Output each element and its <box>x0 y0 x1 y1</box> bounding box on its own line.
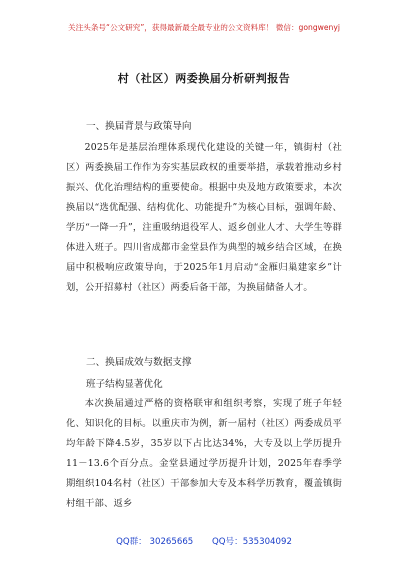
section1-paragraph: 2025年是基层治理体系现代化建设的关键一年，镇街村（社区）两委换届工作作为夯实基层政权的重要举措，承载着推动乡村振兴、优化治理结构的重要使命。根据中央及地方政策要求，本次换届以“选优配强、结构优化、功能提升”为核心目标，强调年龄、学历“一降一升”，注重吸纳退役军人、返乡创业人才、大学生等群体进入班子。四川省成都市金堂县作为典型的城乡结合区域，在换届中积极响应政策导向，于2025年1月启动“金雁归巢建家乡”计划，公开招募村（社区）两委后备干部，为换届储备人才。 <box>66 142 342 293</box>
document-title: 村（社区）两委换届分析研判报告 <box>117 72 291 85</box>
section2-paragraph: 本次换届通过严格的资格联审和组织考察，实现了班子年轻化、知识化的目标。以重庆市为例，新一届村（社区）两委成员平均年龄下降4.5岁，35岁以下占比达34%，大专及以上学历提升11－13.6个百分点。金堂县通过学历提升计划，2025年春季学期组织104名村（社区）干部参加大专及本科学历教育，覆盖镇街村组干部、返乡 <box>66 398 342 509</box>
footer-qq-group: QQ群： 30265665 <box>116 537 194 547</box>
footer-qq-number: QQ号：535304092 <box>212 537 292 547</box>
section2-subheading: 班子结构显著优化 <box>86 379 163 390</box>
section2-body <box>66 394 342 514</box>
footer-contact <box>0 535 408 547</box>
header-promo-note: 关注头条号“公文研究”，获得最新最全最专业的公文资料库！ 微信：gongwenyj <box>68 23 340 32</box>
section1-heading: 一、换届背景与政策导向 <box>86 121 192 132</box>
section2-heading: 二、换届成效与数据支撑 <box>86 357 192 368</box>
section1-body <box>66 138 342 298</box>
